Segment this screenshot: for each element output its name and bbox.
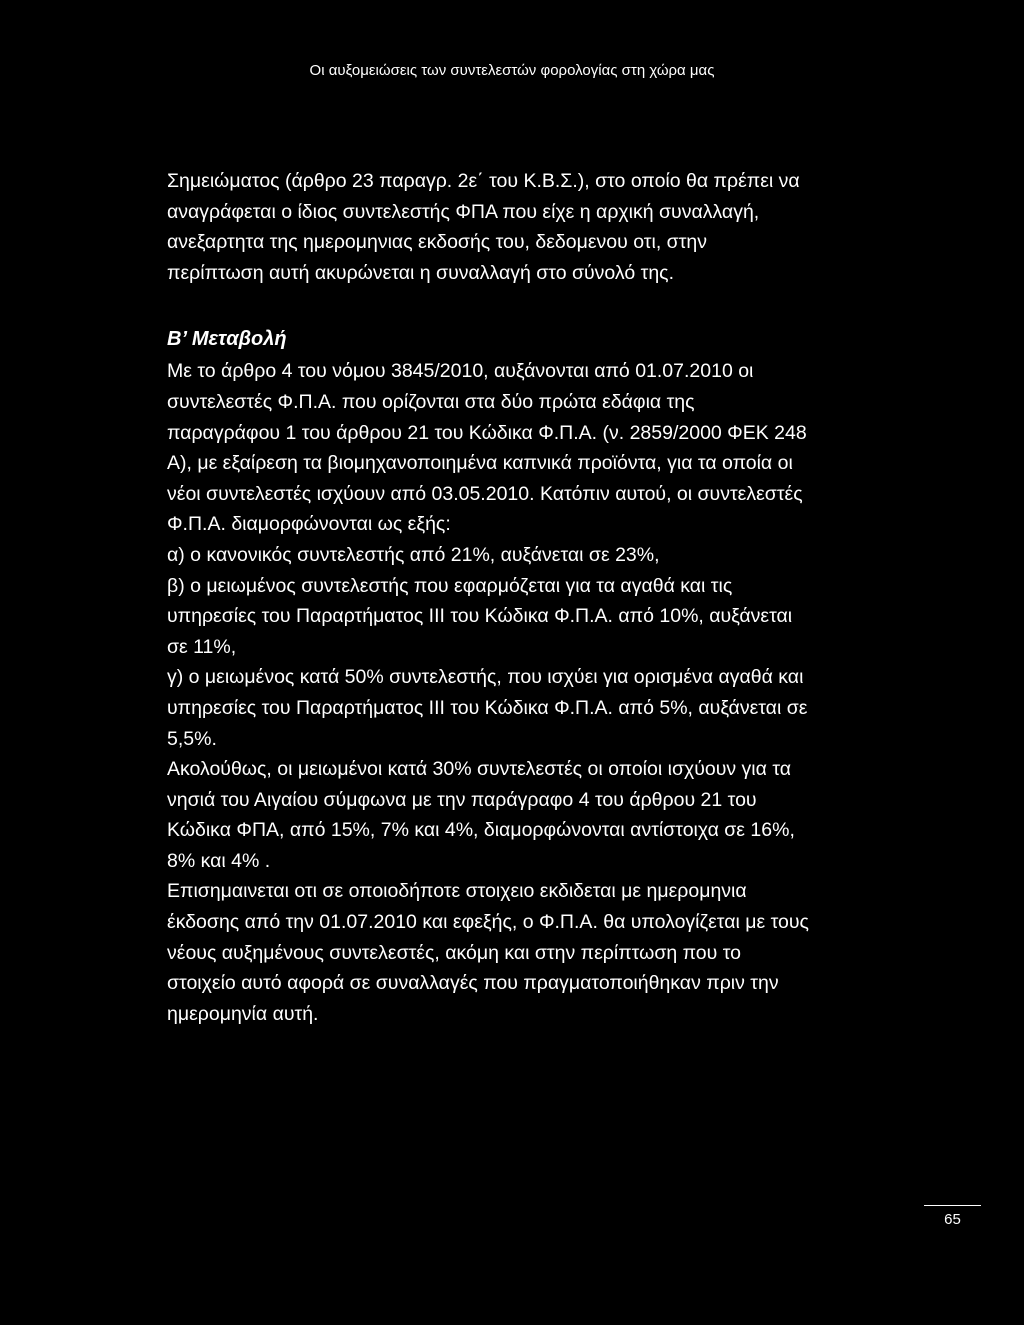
page-number: 65: [944, 1211, 961, 1228]
footer-rule: [924, 1205, 981, 1206]
continuation-paragraph: [167, 166, 887, 288]
text-line: παραγράφου 1 του άρθρου 21 του Κώδικα Φ.Π.Α. (ν. 2859/2000 ΦΕΚ 248: [167, 421, 807, 444]
text-line: έκδοσης από την 01.07.2010 και εφεξής, ο Φ.Π.Α. θα υπολογίζεται με τους: [167, 911, 809, 934]
section-heading: Β’ Μεταβολή: [167, 328, 287, 351]
section-body: [167, 356, 887, 1029]
paragraph-spacer: [167, 288, 887, 322]
text-line: Κώδικα ΦΠΑ, από 15%, 7% και 4%, διαμορφώνονται αντίστοιχα σε 16%,: [167, 819, 795, 842]
text-line: υπηρεσίες του Παραρτήματος ΙΙΙ του Κώδικα Φ.Π.Α. από 5%, αυξάνεται σε: [167, 696, 808, 719]
text-line: συντελεστές Φ.Π.Α. που ορίζονται στα δύο πρώτα εδάφια της: [167, 390, 695, 413]
text-line: Α), με εξαίρεση τα βιομηχανοποιημένα καπνικά προϊόντα, για τα οποία οι: [167, 452, 793, 475]
text-line: Με το άρθρο 4 του νόμου 3845/2010, αυξάνονται από 01.07.2010 οι: [167, 360, 754, 383]
text-line: σε 11%,: [167, 635, 237, 658]
text-line: Σημειώματος (άρθρο 23 παραγρ. 2ε΄ του Κ.Β.Σ.), στο οποίο θα πρέπει να: [167, 170, 800, 192]
text-line: Ακολούθως, οι μειωμένοι κατά 30% συντελεστές οι οποίοι ισχύουν για τα: [167, 758, 792, 781]
list-item-c: γ) ο μειωμένος κατά 50% συντελεστής, που ισχύει για ορισμένα αγαθά και: [167, 666, 804, 689]
text-line: στοιχείο αυτό αφορά σε συναλλαγές που πραγματοποιήθηκαν πριν την: [167, 972, 779, 995]
text-line: νησιά του Αιγαίου σύμφωνα με την παράγραφο 4 του άρθρου 21 του: [167, 788, 757, 811]
text-line: νέοι συντελεστές ισχύουν από 03.05.2010. Κατόπιν αυτού, οι συντελεστές: [167, 482, 803, 505]
list-item-b: β) ο μειωμένος συντελεστής που εφαρμόζεται για τα αγαθά και τις: [167, 574, 733, 597]
text-line: ανεξαρτητα της ημερομηνιας εκδοσής του, δεδομενου οτι, στην: [167, 231, 708, 254]
text-line: ημερομηνία αυτή.: [167, 1002, 319, 1025]
list-item-a: α) ο κανονικός συντελεστής από 21%, αυξάνεται σε 23%,: [167, 543, 660, 566]
text-line: Επισημαινεται οτι σε οποιοδήποτε στοιχειο εκδιδεται με ημερομηνια: [167, 880, 747, 903]
running-header: Οι αυξομειώσεις των συντελεστών φορολογίας στη χώρα μας: [309, 62, 715, 79]
text-line: 5,5%.: [167, 727, 217, 750]
page-body: [167, 166, 887, 1029]
text-line: περίπτωση αυτή ακυρώνεται η συναλλαγή στο σύνολό της.: [167, 261, 674, 284]
text-line: υπηρεσίες του Παραρτήματος ΙΙΙ του Κώδικα Φ.Π.Α. από 10%, αυξάνεται: [167, 605, 793, 628]
text-line: αναγράφεται ο ίδιος συντελεστής ΦΠΑ που είχε η αρχική συναλλαγή,: [167, 200, 760, 223]
text-line: 8% και 4% .: [167, 849, 271, 872]
text-line: Φ.Π.Α. διαμορφώνονται ως εξής:: [167, 513, 451, 536]
text-line: νέους αυξημένους συντελεστές, ακόμη και στην περίπτωση που το: [167, 941, 742, 964]
